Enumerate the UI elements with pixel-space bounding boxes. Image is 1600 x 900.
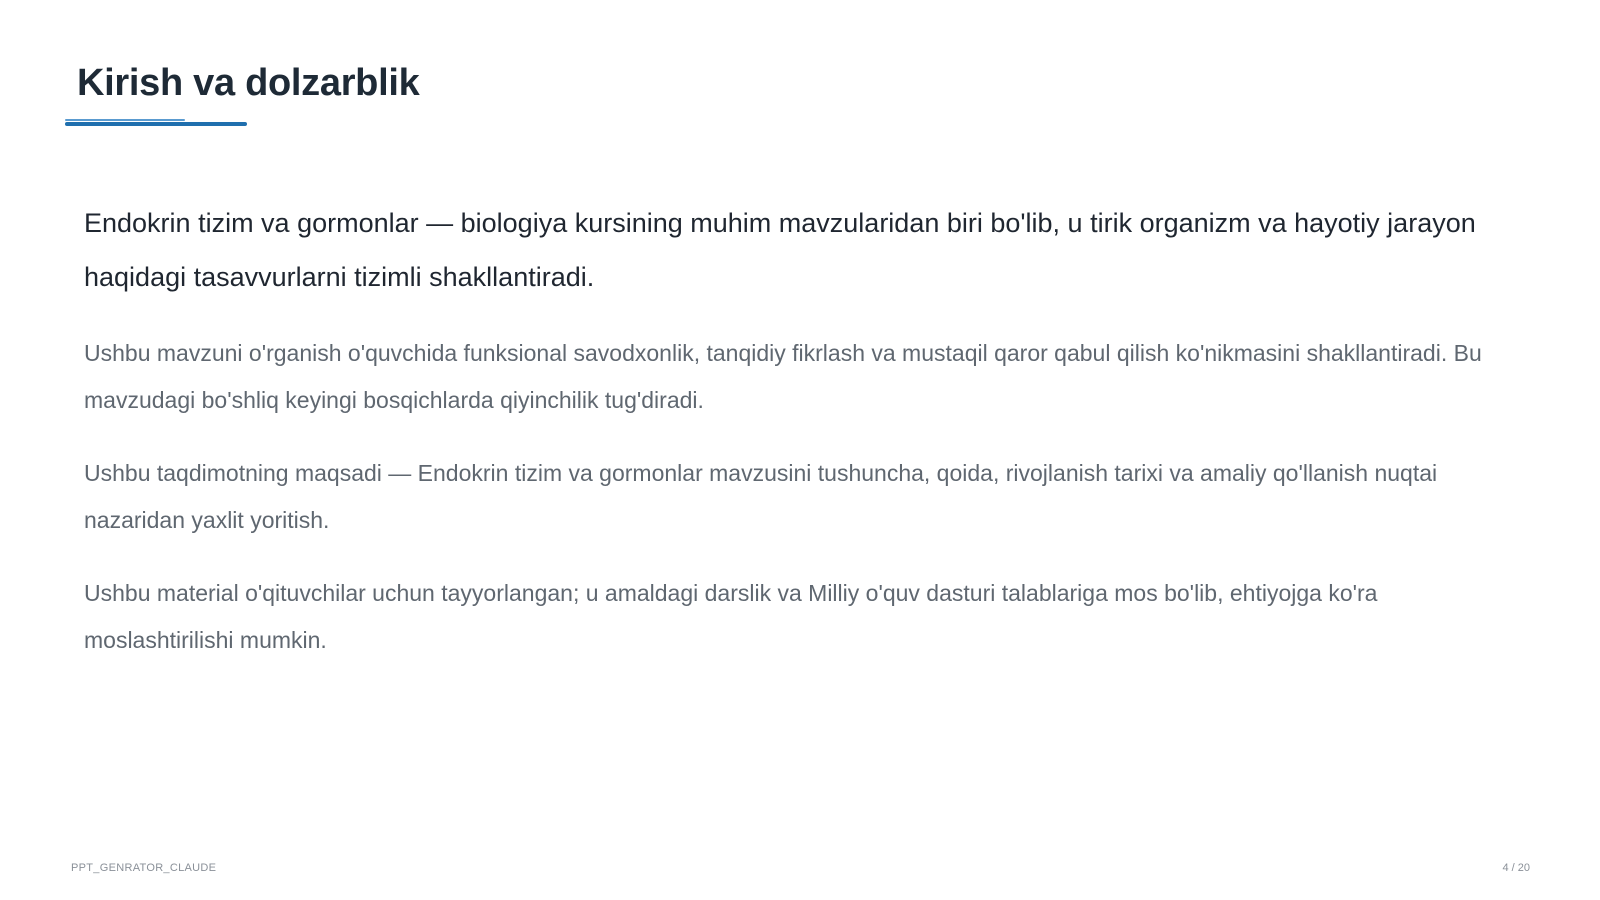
- title-underline: [65, 122, 247, 126]
- body-paragraph-1: Ushbu mavzuni o'rganish o'quvchida funksional savodxonlik, tanqidiy fikrlash va mustaqil qaror qabul qilish ko'nikmasini shakllantiradi. Bu mavzudagi bo'shliq keyingi bosqichlarda qiyinchilik tug'diradi.: [84, 340, 1482, 413]
- body-paragraph-2: Ushbu taqdimotning maqsadi — Endokrin tizim va gormonlar mavzusini tushuncha, qoida, rivojlanish tarixi va amaliy qo'llanish nuqtai nazaridan yaxlit yoritish.: [84, 460, 1438, 533]
- slide-title: Kirish va dolzarblik: [77, 62, 420, 104]
- lead-paragraph: Endokrin tizim va gormonlar — biologiya kursining muhim mavzularidan biri bo'lib, u tirik organizm va hayotiy jarayon haqidagi tasavvurlarni tizimli shakllantiradi.: [84, 208, 1476, 292]
- page-number: 4 / 20: [1502, 862, 1530, 874]
- title-underline-accent: [65, 119, 185, 121]
- footer-source: PPT_GENRATOR_CLAUDE: [71, 862, 217, 874]
- body-paragraph-3: Ushbu material o'qituvchilar uchun tayyorlangan; u amaldagi darslik va Milliy o'quv dasturi talablariga mos bo'lib, ehtiyojga ko'ra moslashtirilishi mumkin.: [84, 580, 1378, 653]
